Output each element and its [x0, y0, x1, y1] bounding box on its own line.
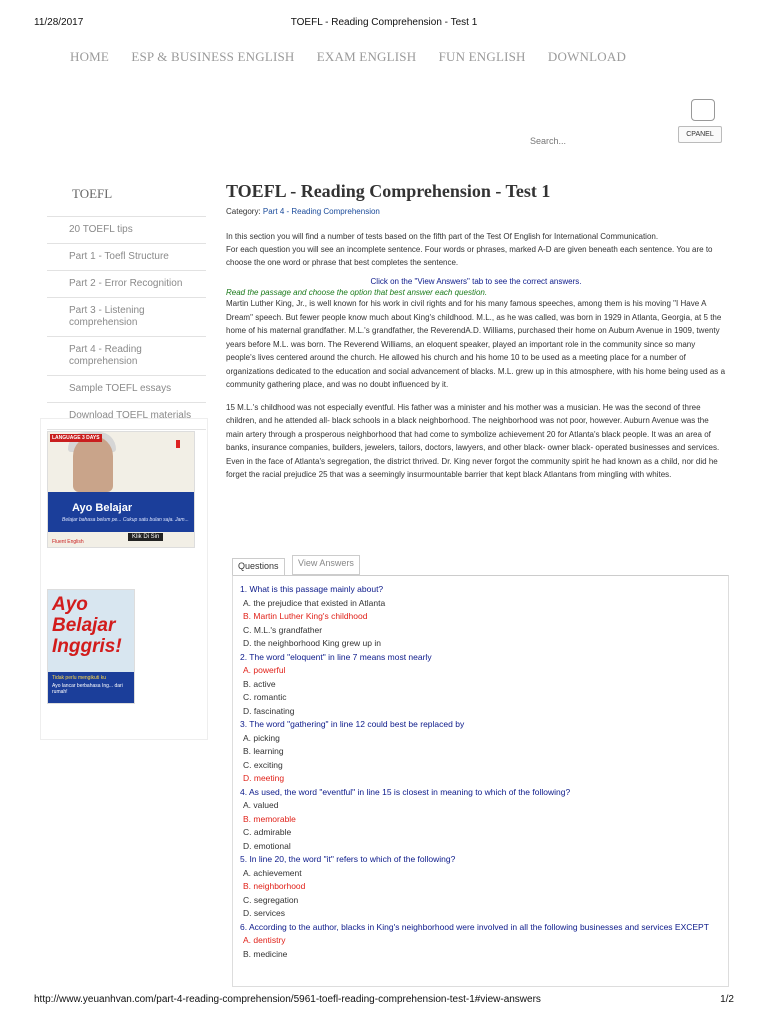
- nav-download[interactable]: DOWNLOAD: [547, 49, 627, 64]
- ad-corner-label: LANGUAGE 3 DAYS: [52, 435, 100, 441]
- question-text: 4. As used, the word "eventful" in line 15 is closest in meaning to which of the following?: [240, 786, 571, 797]
- option[interactable]: C. exciting: [243, 759, 283, 770]
- checkbox-icon[interactable]: [691, 99, 715, 121]
- ad-red-mark: [176, 440, 180, 448]
- tab-view-answers[interactable]: View Answers: [292, 555, 360, 575]
- option[interactable]: D. services: [243, 908, 286, 918]
- question-2: [240, 651, 720, 719]
- question-1: [240, 583, 720, 651]
- option-correct[interactable]: A. powerful: [243, 665, 286, 675]
- nav-esp-business-english[interactable]: ESP & BUSINESS ENGLISH: [131, 49, 295, 64]
- print-page-number: 1/2: [720, 994, 734, 1005]
- option-correct[interactable]: B. neighborhood: [243, 881, 306, 891]
- option[interactable]: D. the neighborhood King grew up in: [243, 638, 381, 648]
- option[interactable]: C. M.L.'s grandfather: [243, 624, 323, 635]
- ad-button[interactable]: Klik Di Sin: [128, 533, 163, 541]
- ad-headline: Ayo Belajar: [72, 502, 133, 514]
- question-text: 6. According to the author, blacks in King's neighborhood were involved in all the following businesses and services EXCEPT: [240, 921, 709, 932]
- option-correct[interactable]: B. Martin Luther King's childhood: [243, 611, 368, 621]
- print-date: 11/28/2017: [34, 17, 84, 28]
- page-title: TOEFL - Reading Comprehension - Test 1: [226, 181, 551, 201]
- option[interactable]: A. picking: [243, 732, 280, 743]
- question-3: [240, 718, 720, 786]
- sidebar-item-part1[interactable]: Part 1 - Toefl Structure: [47, 244, 206, 271]
- sidebar-item-sample-essays[interactable]: Sample TOEFL essays: [47, 376, 206, 403]
- passage-paragraph-2: 15 M.L.'s childhood was not especially eventful. His father was a minister and his mother was a musician. He was the second of three children, and he attended all- black schools in a black neighborhood. The neighborhood was not poor, however. Auburn Avenue was the main artery through a prosperous neighborhood that had come to symbolize achievement 20 for Atlanta's black people. It was an area of banks, insurance companies, builders, jewelers, tailors, doctors, lawyers, and other black- owner black- operated businesses and services. Even in the face of Atlanta's segregation, the district thrived. Dr. King never forgot the community spirit he had known as a child, nor did he forget the racial prejudice 25 that was a seemingly insurmountable barrier that kept black Atlantans from mingling with whites.: [226, 402, 720, 479]
- option[interactable]: A. the prejudice that existed in Atlanta: [243, 597, 386, 608]
- option-correct[interactable]: B. memorable: [243, 813, 296, 824]
- sidebar-item-download[interactable]: Download TOEFL materials: [47, 403, 206, 430]
- option-correct[interactable]: A. dentistry: [243, 935, 286, 945]
- sidebar: [47, 178, 206, 430]
- option[interactable]: D. fascinating: [243, 705, 295, 716]
- intro-text-2: For each question you will see an incomplete sentence. Four words or phrases, marked A-D are given beneath each sentence. You are to choose the one word or phrase that best completes the sentence.: [226, 245, 713, 267]
- option[interactable]: A. achievement: [243, 867, 302, 878]
- sidebar-title: TOEFL: [47, 178, 206, 217]
- article: [226, 180, 726, 491]
- question-text: 1. What is this passage mainly about?: [240, 584, 384, 594]
- sidebar-item-part2[interactable]: Part 2 - Error Recognition: [47, 271, 206, 298]
- tab-questions[interactable]: Questions: [232, 558, 285, 576]
- view-answers-note: Click on the "View Answers" tab to see the correct answers.: [370, 277, 582, 286]
- option-correct[interactable]: D. meeting: [243, 773, 285, 783]
- ad-line-2: Ayo lancar berbahasa Ing... dari rumah!: [52, 683, 123, 695]
- category-line: [226, 207, 726, 216]
- print-url: http://www.yeuanhvan.com/part-4-reading-comprehension/5961-toefl-reading-comprehension-test-1#view-answers: [34, 994, 541, 1005]
- search-input[interactable]: Search...: [530, 136, 567, 146]
- intro: [226, 230, 726, 269]
- option[interactable]: D. emotional: [243, 840, 291, 851]
- option[interactable]: C. segregation: [243, 894, 299, 905]
- top-nav: [70, 49, 645, 65]
- question-text: 2. The word "eloquent" in line 7 means most nearly: [240, 651, 432, 662]
- ad-line-1: Tidak perlu mengikuti ku: [52, 675, 107, 681]
- ad-headline: Ayo Belajar Inggris!: [52, 594, 122, 657]
- option[interactable]: B. active: [243, 678, 276, 689]
- question-5: [240, 853, 720, 921]
- option[interactable]: A. valued: [243, 800, 279, 810]
- passage-paragraph-1: Martin Luther King, Jr., is well known for his work in civil rights and for his many famous speeches, among them is his moving "I Have A Dream" speech. But fewer people know much about King's childhood. M.L., as he was called, was born in 1929 in Atlanta, Georgia, at 5 the home of his maternal grandfather. M.L.'s grandfather, the ReverendA.D. Williams, purchased their home on Auburn Avenue in 1909, twenty years before M.L. was born. The Reverend Williams, an eloquent speaker, played an important role in the community since so many people's lives centered around the church. He allowed his church and his home 10 to be used as a meeting place for a number of organizations dedicated to the education and social advancement of blacks. M.L. grew up in this atmosphere, with his home being used as a community gathering place, and was no doubt influenced by it.: [226, 299, 726, 389]
- intro-text-1: In this section you will find a number of tests based on the fifth part of the Test Of English for International Communication.: [226, 232, 659, 241]
- instruction-note: Read the passage and choose the option that best answer each question.: [226, 288, 488, 297]
- nav-home[interactable]: HOME: [70, 49, 110, 64]
- question-6: [240, 921, 720, 962]
- cpanel-button[interactable]: CPANEL: [678, 126, 722, 143]
- question-text: 3. The word "gathering" in line 12 could best be replaced by: [240, 719, 465, 729]
- question-list: [240, 583, 720, 961]
- ad-banner-2[interactable]: [47, 589, 135, 704]
- person-image: [73, 436, 113, 492]
- option[interactable]: B. medicine: [243, 948, 288, 959]
- ad-banner-1[interactable]: [47, 431, 195, 548]
- category-label: Category:: [226, 207, 261, 216]
- sidebar-item-part3[interactable]: Part 3 - Listening comprehension: [47, 298, 206, 337]
- option[interactable]: C. romantic: [243, 692, 287, 702]
- sidebar-item-part4[interactable]: Part 4 - Reading comprehension: [47, 337, 206, 376]
- option[interactable]: C. admirable: [243, 827, 292, 837]
- passage: [226, 297, 726, 482]
- sidebar-item-toefl-tips[interactable]: 20 TOEFL tips: [47, 217, 206, 244]
- question-4: [240, 786, 720, 854]
- question-text: 5. In line 20, the word "it" refers to which of the following?: [240, 854, 456, 864]
- nav-fun-english[interactable]: FUN ENGLISH: [438, 49, 526, 64]
- print-title: TOEFL - Reading Comprehension - Test 1: [290, 17, 478, 28]
- nav-exam-english[interactable]: EXAM ENGLISH: [316, 49, 417, 64]
- ad-brand: Fluent English: [52, 539, 84, 545]
- ad-subtext: Belajar bahasa belum pe... Cukup satu bulan saja. Jam...: [62, 517, 189, 523]
- option[interactable]: B. learning: [243, 746, 284, 756]
- category-link[interactable]: Part 4 - Reading Comprehension: [262, 207, 380, 216]
